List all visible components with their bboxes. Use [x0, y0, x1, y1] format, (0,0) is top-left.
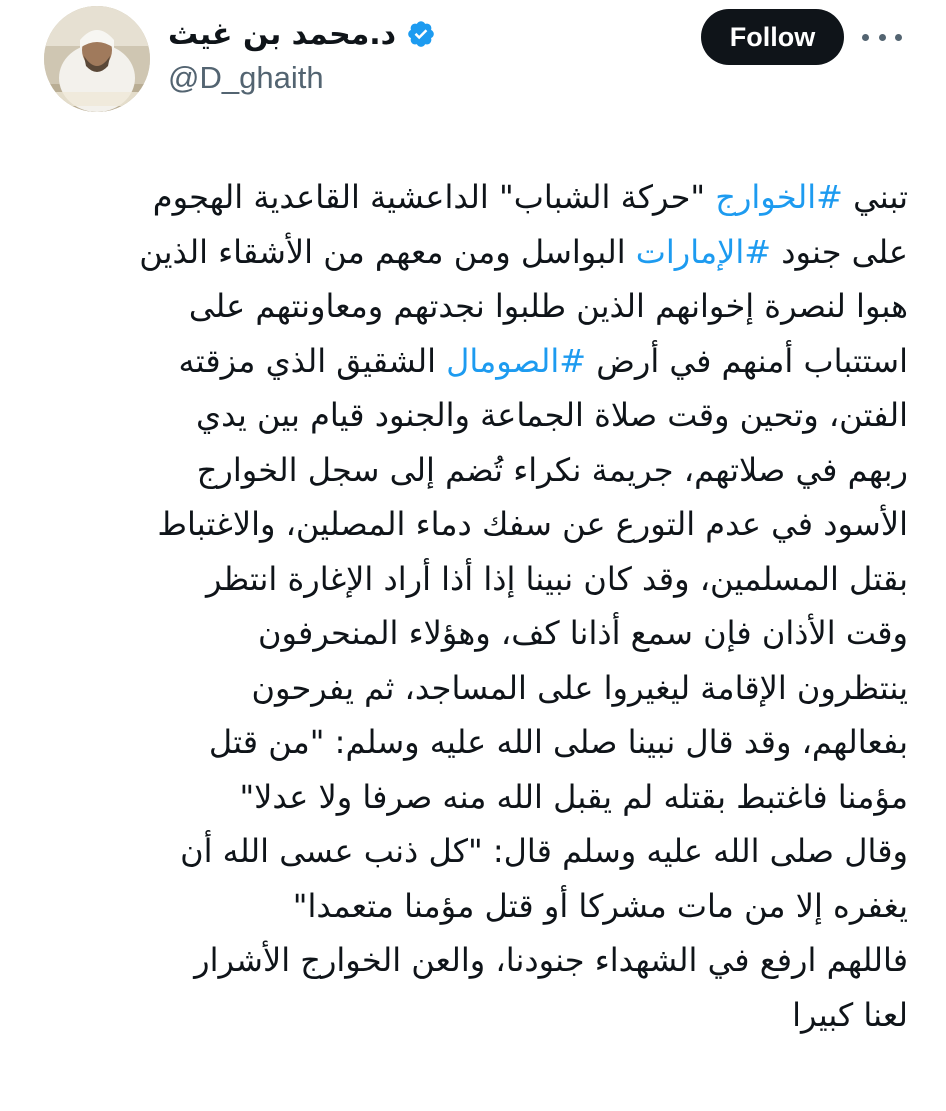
tweet-line: [36, 606, 908, 661]
display-name-row: [168, 10, 568, 58]
more-dot: [862, 34, 869, 41]
tweet-line: [36, 443, 908, 498]
tweet-line: [36, 824, 908, 879]
tweet-line: [36, 334, 908, 389]
hashtag-link[interactable]: #الإمارات: [635, 232, 772, 271]
tweet-text-segment: بقتل المسلمين، وقد كان نبينا إذا أذا أراد الإغارة انتظر: [205, 559, 908, 598]
tweet-text-segment: الشقيق الذي مزقته: [178, 341, 447, 380]
tweet-text-segment: وقت الأذان فإن سمع أذانا كف، وهؤلاء المنحرفون: [257, 614, 908, 652]
display-name[interactable]: د.محمد بن غيث: [168, 16, 397, 52]
tweet-text-segment: مؤمنا فاغتبط بقتله لم يقبل الله منه صرفا ولا عدلا": [239, 777, 908, 816]
tweet-text-segment: الفتن، وتحين وقت صلاة الجماعة والجنود قيام بين يدي: [196, 396, 908, 434]
tweet-line: [36, 170, 908, 225]
tweet-line: [36, 770, 908, 825]
verified-badge-icon: [406, 19, 436, 49]
tweet-line: [36, 225, 908, 280]
tweet-line: [36, 661, 908, 716]
user-info: [168, 10, 568, 96]
tweet-text-segment: "حركة الشباب" الداعشية القاعدية الهجوم: [152, 178, 716, 216]
hashtag-link[interactable]: #الصومال: [446, 341, 587, 380]
tweet-text-segment: استتباب أمنهم في أرض: [586, 341, 908, 380]
tweet-line: [36, 497, 908, 552]
tweet-text-segment: فاللهم ارفع في الشهداء جنودنا، والعن الخوارج الأشرار: [194, 941, 908, 979]
tweet-text-segment: ربهم في صلاتهم، جريمة نكراء تُضم إلى سجل الخوارج: [196, 450, 908, 489]
tweet-text-segment: تبني: [842, 178, 908, 216]
tweet-line: [36, 879, 908, 934]
more-options-icon[interactable]: [862, 22, 902, 52]
hashtag-link[interactable]: #الخوارج: [715, 178, 843, 216]
tweet-line: [36, 988, 908, 1043]
tweet-text-segment: البواسل ومن معهم من الأشقاء الذين: [139, 232, 636, 271]
tweet-line: [36, 552, 908, 607]
avatar[interactable]: [44, 6, 150, 112]
user-handle[interactable]: @D_ghaith: [168, 60, 324, 95]
tweet-line: [36, 715, 908, 770]
tweet-text-segment: وقال صلى الله عليه وسلم قال: "كل ذنب عسى الله أن: [180, 832, 908, 870]
tweet-line: [36, 388, 908, 443]
more-dot: [895, 34, 902, 41]
tweet-header: [0, 0, 946, 120]
follow-button[interactable]: Follow: [701, 9, 844, 65]
tweet-text: [36, 170, 908, 1042]
tweet-text-segment: ينتظرون الإقامة ليغيروا على المساجد، ثم يفرحون: [251, 668, 908, 707]
tweet-text-segment: الأسود في عدم التورع عن سفك دماء المصلين، والاغتباط: [157, 505, 908, 543]
tweet-line: [36, 933, 908, 988]
tweet-text-segment: على جنود: [771, 232, 908, 271]
more-dot: [879, 34, 886, 41]
tweet-text-segment: لعنا كبيرا: [792, 995, 908, 1034]
tweet-text-segment: هبوا لنصرة إخوانهم الذين طلبوا نجدتهم ومعاونتهم على: [188, 287, 908, 325]
avatar-image: [44, 6, 150, 112]
tweet-line: [36, 279, 908, 334]
tweet-text-segment: بفعالهم، وقد قال نبينا صلى الله عليه وسلم: "من قتل: [208, 723, 908, 761]
tweet-text-segment: يغفره إلا من مات مشركا أو قتل مؤمنا متعمدا": [292, 886, 908, 925]
